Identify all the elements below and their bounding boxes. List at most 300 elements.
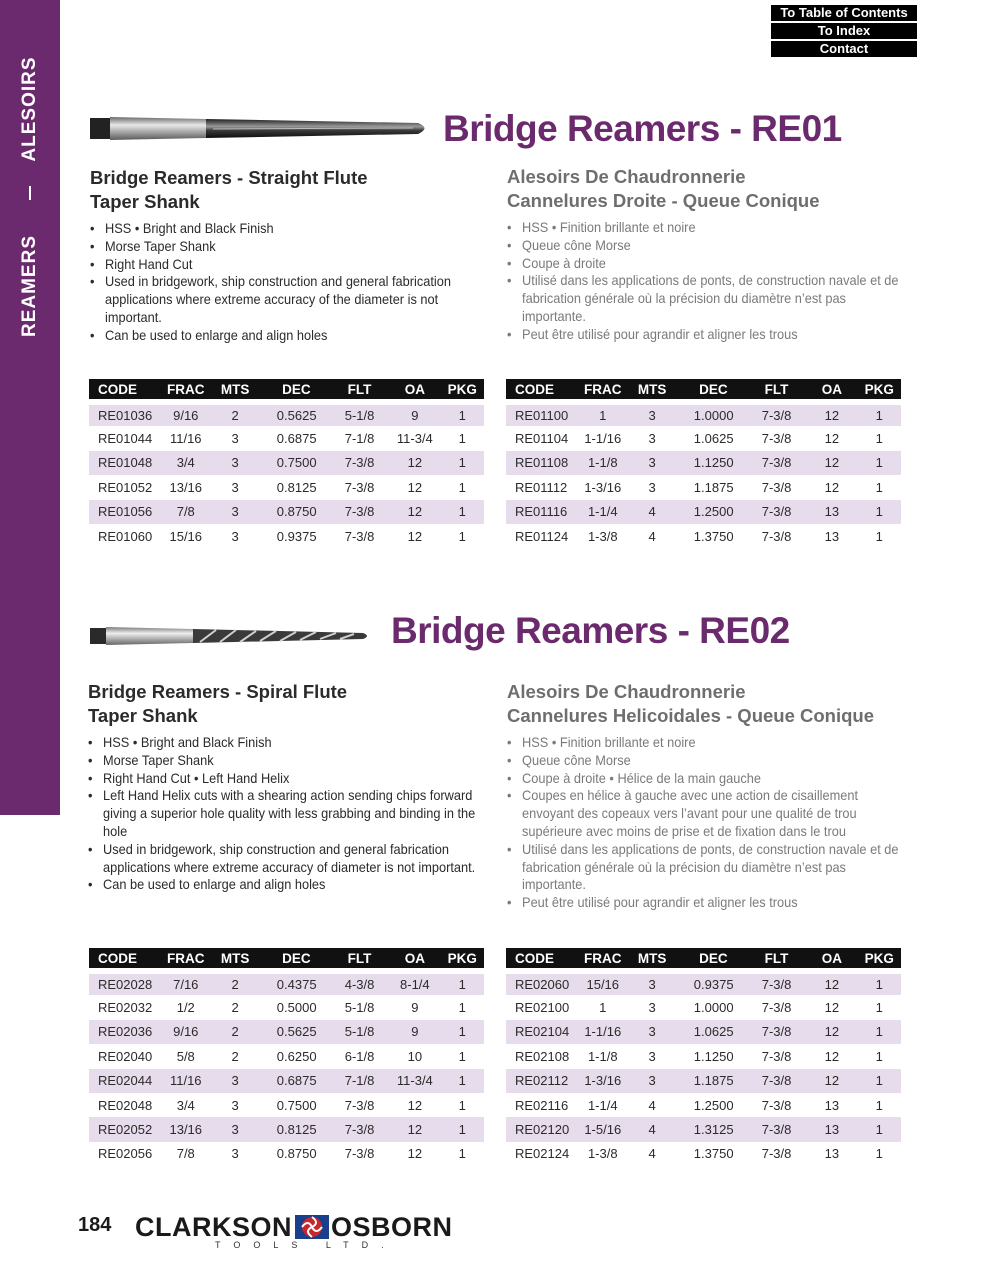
table-of-contents-link[interactable]: To Table of Contents	[771, 5, 917, 21]
re01-bullet-en: • Can be used to enlarge and align holes	[90, 327, 484, 345]
cell-dec: 1.2500	[693, 1097, 734, 1113]
cell-mts: 3	[207, 1069, 262, 1093]
re02-bullet-en: • Left Hand Helix cuts with a shearing action sending chips forward giving a superior hole quality with less grabbing and binding in the hole	[88, 787, 497, 840]
cell-oa: 9	[389, 1020, 440, 1044]
re02-heading-en-line2: Taper Shank	[88, 705, 198, 726]
cell-frac: 9/16	[164, 402, 207, 426]
cell-dec: 0.6875	[263, 1069, 330, 1093]
cell-pkg: 1	[458, 1048, 466, 1064]
cell-pkg: 1	[875, 528, 883, 544]
logo-text-left: CLARKSON	[135, 1212, 292, 1242]
cell-flt: 7-3/8	[747, 402, 806, 426]
re02-bullet-en: • Right Hand Cut • Left Hand Helix	[88, 770, 497, 788]
cell-code: RE01100	[506, 402, 581, 426]
cell-oa: 12	[389, 1117, 440, 1141]
cell-mts: 4	[648, 1146, 656, 1162]
cell-frac: 1-1/4	[581, 500, 624, 524]
cell-oa: 12	[407, 528, 423, 544]
cell-frac: 7/8	[176, 1146, 195, 1162]
table-header-row	[506, 379, 901, 402]
cell-code: RE02116	[515, 1097, 569, 1113]
cell-flt: 7-3/8	[761, 1048, 792, 1064]
cell-pkg: 1	[458, 528, 466, 544]
cell-dec: 1.1875	[693, 479, 734, 495]
cell-mts: 3	[624, 1020, 679, 1044]
re01-bullet-fr: • Queue cône Morse	[507, 237, 906, 255]
cell-oa: 10	[407, 1048, 423, 1064]
cell-code: RE02056	[98, 1146, 153, 1162]
re02-bullet-en: • HSS • Bright and Black Finish	[88, 734, 497, 752]
cell-flt: 5-1/8	[344, 1000, 375, 1016]
table-row	[89, 500, 484, 524]
re02-bullet-fr: • Coupes en hélice à gauche avec une action de cisaillement envoyant des copeaux vers l’avant pour une qualité de trou supérieure avec moins de prise et de fixation dans le trou	[507, 787, 906, 840]
cell-mts: 3	[624, 1069, 679, 1093]
cell-frac: 11/16	[169, 431, 202, 447]
re02-bullet-en: • Used in bridgework, ship construction and general fabrication applications where extreme accuracy of diameter is not important.	[88, 841, 497, 877]
re01-bullet-en: • Morse Taper Shank	[90, 238, 484, 256]
cell-frac: 1-5/16	[581, 1117, 624, 1141]
column-header-frac: FRAC	[164, 948, 207, 971]
cell-dec: 1.0625	[680, 1020, 747, 1044]
cell-flt: 7-3/8	[761, 528, 792, 544]
cell-dec: 0.9375	[680, 971, 747, 995]
cell-mts: 3	[231, 431, 239, 447]
column-header-oa: OA	[389, 379, 440, 402]
re02-spec-table-left	[89, 948, 484, 1166]
cell-pkg: 1	[858, 1069, 901, 1093]
column-header-code: CODE	[89, 948, 164, 971]
cell-pkg: 1	[858, 1020, 901, 1044]
cell-mts: 3	[624, 451, 679, 475]
cell-code: RE01112	[515, 479, 568, 495]
cell-frac: 1-1/16	[584, 431, 622, 447]
cell-pkg: 1	[458, 1097, 466, 1113]
cell-dec: 0.4375	[263, 971, 330, 995]
cell-pkg: 1	[458, 431, 466, 447]
cell-pkg: 1	[441, 500, 484, 524]
cell-oa: 12	[407, 1097, 423, 1113]
column-header-code: CODE	[506, 948, 581, 971]
cell-flt: 7-3/8	[747, 1020, 806, 1044]
cell-flt: 7-3/8	[747, 1069, 806, 1093]
cell-code: RE01056	[89, 500, 164, 524]
cell-oa: 13	[824, 1146, 840, 1162]
cell-pkg: 1	[875, 1097, 883, 1113]
cell-flt: 4-3/8	[330, 971, 389, 995]
cell-mts: 3	[207, 500, 262, 524]
cell-oa: 12	[824, 479, 840, 495]
cell-code: RE01044	[98, 431, 153, 447]
cell-flt: 7-1/8	[344, 431, 375, 447]
re02-spec-table-right	[506, 948, 901, 1166]
cell-frac: 7/16	[164, 971, 207, 995]
cell-code: RE02040	[98, 1048, 153, 1064]
cell-dec: 0.7500	[276, 1097, 317, 1113]
cell-flt: 7-3/8	[761, 1000, 792, 1016]
cell-code: RE02124	[515, 1146, 570, 1162]
cell-flt: 7-3/8	[761, 431, 792, 447]
table-row	[506, 500, 901, 524]
cell-mts: 3	[648, 1000, 656, 1016]
cell-code: RE01048	[89, 451, 164, 475]
re02-bullet-fr: • Queue cône Morse	[507, 752, 906, 770]
side-tab-label-fr: ALESOIRS	[19, 56, 40, 162]
cell-oa: 12	[824, 431, 840, 447]
cell-code: RE02108	[515, 1048, 570, 1064]
cell-pkg: 1	[875, 479, 883, 495]
re02-heading-fr-line1: Alesoirs De Chaudronnerie	[507, 681, 746, 702]
cell-flt: 7-1/8	[330, 1069, 389, 1093]
cell-pkg: 1	[875, 1000, 883, 1016]
table-row	[506, 971, 901, 995]
column-header-flt: FLT	[747, 379, 806, 402]
cell-flt: 7-3/8	[344, 1146, 375, 1162]
cell-pkg: 1	[441, 1020, 484, 1044]
cell-mts: 3	[231, 528, 239, 544]
column-header-frac: FRAC	[164, 379, 207, 402]
column-header-flt: FLT	[330, 379, 389, 402]
table-row	[89, 1093, 484, 1117]
cell-code: RE02044	[89, 1069, 164, 1093]
table-row	[506, 1117, 901, 1141]
re01-spec-table-right	[506, 379, 901, 548]
cell-pkg: 1	[441, 1069, 484, 1093]
cell-mts: 3	[231, 479, 239, 495]
cell-frac: 1-1/16	[581, 1020, 624, 1044]
clarkson-osborn-logo	[135, 1212, 455, 1252]
page-number: 184	[78, 1214, 112, 1236]
spiral-flute-reamer-image	[88, 620, 373, 652]
cell-mts: 3	[207, 1117, 262, 1141]
table-row	[506, 402, 901, 426]
cell-pkg: 1	[875, 1048, 883, 1064]
cell-pkg: 1	[458, 479, 466, 495]
logo-tagline: TOOLS LTD.	[215, 1240, 397, 1250]
cell-dec: 0.8750	[263, 500, 330, 524]
column-header-pkg: PKG	[858, 948, 901, 971]
cell-pkg: 1	[858, 451, 901, 475]
column-header-dec: DEC	[263, 379, 330, 402]
table-row	[89, 1069, 484, 1093]
re01-title: Bridge Reamers - RE01	[443, 108, 842, 149]
side-tab-label-en: REAMERS	[19, 234, 40, 338]
cell-frac: 13/16	[164, 1117, 207, 1141]
cell-dec: 0.7500	[263, 451, 330, 475]
cell-oa: 12	[389, 451, 440, 475]
cell-dec: 1.1250	[680, 451, 747, 475]
column-header-code: CODE	[89, 379, 164, 402]
table-header-row	[89, 379, 484, 402]
cell-mts: 3	[207, 451, 262, 475]
table-row	[506, 426, 901, 450]
re01-bullet-en: • HSS • Bright and Black Finish	[90, 220, 484, 238]
cell-oa: 12	[806, 451, 857, 475]
column-header-flt: FLT	[330, 948, 389, 971]
cell-flt: 7-3/8	[344, 1097, 375, 1113]
cell-code: RE01036	[89, 402, 164, 426]
cell-pkg: 1	[858, 500, 901, 524]
table-row	[89, 971, 484, 995]
table-row	[506, 451, 901, 475]
cell-dec: 0.9375	[276, 528, 317, 544]
cell-pkg: 1	[441, 971, 484, 995]
cell-oa: 9	[389, 402, 440, 426]
cell-code: RE02048	[98, 1097, 153, 1113]
column-header-code: CODE	[506, 379, 581, 402]
logo-emblem-icon	[295, 1215, 329, 1239]
cell-flt: 7-3/8	[747, 500, 806, 524]
cell-frac: 9/16	[164, 1020, 207, 1044]
cell-oa: 9	[411, 1000, 419, 1016]
cell-frac: 1-1/4	[587, 1097, 618, 1113]
re02-description-en	[88, 680, 498, 894]
column-header-dec: DEC	[263, 948, 330, 971]
cell-oa: 13	[824, 528, 840, 544]
column-header-dec: DEC	[680, 379, 747, 402]
cell-code: RE02100	[515, 1000, 570, 1016]
cell-oa: 12	[806, 1069, 857, 1093]
table-row	[89, 1142, 484, 1166]
cell-dec: 1.3750	[693, 1146, 734, 1162]
re01-bullet-en: • Right Hand Cut	[90, 256, 484, 274]
cell-dec: 1.2500	[680, 500, 747, 524]
re01-bullet-fr: • Utilisé dans les applications de ponts, de construction navale et de fabrication générale où la précision du diamètre n’est pas importante.	[507, 272, 906, 325]
cell-mts: 2	[231, 1000, 239, 1016]
cell-frac: 11/16	[164, 1069, 207, 1093]
table-row	[506, 1044, 901, 1068]
contact-link[interactable]: Contact	[771, 41, 917, 57]
re01-spec-table-left	[89, 379, 484, 548]
cell-dec: 1.0625	[693, 431, 734, 447]
cell-mts: 3	[624, 402, 679, 426]
side-tab-divider	[29, 186, 31, 200]
cell-code: RE01108	[506, 451, 581, 475]
cell-pkg: 1	[875, 1146, 883, 1162]
column-header-oa: OA	[806, 379, 857, 402]
cell-code: RE02036	[89, 1020, 164, 1044]
table-row	[89, 1020, 484, 1044]
cell-flt: 7-3/8	[330, 1117, 389, 1141]
cell-mts: 3	[231, 1097, 239, 1113]
cell-frac: 15/16	[169, 528, 203, 544]
cell-oa: 13	[824, 1097, 840, 1113]
column-header-pkg: PKG	[441, 379, 484, 402]
cell-code: RE01116	[506, 500, 581, 524]
cell-mts: 3	[231, 1146, 239, 1162]
re02-title: Bridge Reamers - RE02	[391, 610, 790, 651]
cell-mts: 2	[207, 971, 262, 995]
cell-pkg: 1	[441, 402, 484, 426]
cell-pkg: 1	[441, 451, 484, 475]
straight-flute-reamer-image	[88, 108, 433, 150]
table-row	[89, 451, 484, 475]
cell-dec: 0.8125	[263, 1117, 330, 1141]
cell-mts: 3	[648, 431, 656, 447]
cell-frac: 1-3/16	[584, 479, 622, 495]
cell-oa: 12	[407, 1146, 423, 1162]
cell-frac: 15/16	[581, 971, 624, 995]
cell-dec: 1.3125	[680, 1117, 747, 1141]
cell-oa: 12	[824, 1000, 840, 1016]
cell-frac: 7/8	[164, 500, 207, 524]
cell-dec: 0.5000	[276, 1000, 317, 1016]
cell-code: RE02060	[506, 971, 581, 995]
cell-oa: 12	[824, 1048, 840, 1064]
re01-bullet-en: • Used in bridgework, ship construction and general fabrication applications where extreme accuracy of the diameter is not important.	[90, 273, 484, 326]
cell-frac: 1	[599, 1000, 607, 1016]
cell-oa: 12	[806, 971, 857, 995]
re02-heading-fr-line2: Cannelures Helicoidales - Queue Conique	[507, 705, 875, 726]
table-row	[506, 524, 901, 548]
re01-heading-en-line1: Bridge Reamers - Straight Flute	[90, 167, 368, 188]
cell-frac: 1-1/8	[587, 1048, 618, 1064]
cell-flt: 7-3/8	[330, 500, 389, 524]
index-link[interactable]: To Index	[771, 23, 917, 39]
column-header-frac: FRAC	[581, 948, 624, 971]
cell-oa: 12	[389, 500, 440, 524]
cell-pkg: 1	[458, 1146, 466, 1162]
cell-dec: 0.8750	[276, 1146, 317, 1162]
cell-dec: 0.5625	[263, 1020, 330, 1044]
cell-dec: 0.8125	[276, 479, 317, 495]
cell-pkg: 1	[858, 971, 901, 995]
cell-frac: 3/4	[164, 451, 207, 475]
cell-flt: 5-1/8	[330, 1020, 389, 1044]
cell-oa: 12	[806, 1020, 857, 1044]
column-header-oa: OA	[806, 948, 857, 971]
table-row	[506, 1020, 901, 1044]
re01-bullet-fr: • Peut être utilisé pour agrandir et aligner les trous	[507, 326, 906, 344]
re01-heading-en-line2: Taper Shank	[90, 191, 200, 212]
re01-description-en	[90, 166, 485, 345]
cell-dec: 0.5625	[263, 402, 330, 426]
cell-mts: 3	[624, 971, 679, 995]
cell-flt: 7-3/8	[747, 451, 806, 475]
cell-frac: 1	[581, 402, 624, 426]
cell-oa: 12	[407, 479, 423, 495]
cell-code: RE02112	[506, 1069, 581, 1093]
cell-code: RE02052	[89, 1117, 164, 1141]
cell-frac: 1-1/8	[581, 451, 624, 475]
table-row	[89, 995, 484, 1019]
cell-oa: 12	[806, 402, 857, 426]
cell-flt: 7-3/8	[761, 479, 792, 495]
side-category-tab	[0, 0, 60, 815]
column-header-frac: FRAC	[581, 379, 624, 402]
cell-code: RE02120	[506, 1117, 581, 1141]
re02-bullet-fr: • Coupe à droite • Hélice de la main gauche	[507, 770, 906, 788]
column-header-pkg: PKG	[441, 948, 484, 971]
cell-code: RE01124	[515, 528, 569, 544]
cell-pkg: 1	[875, 431, 883, 447]
re02-bullet-fr: • Peut être utilisé pour agrandir et aligner les trous	[507, 894, 906, 912]
cell-dec: 1.3750	[693, 528, 734, 544]
cell-flt: 7-3/8	[747, 971, 806, 995]
cell-frac: 5/8	[176, 1048, 195, 1064]
cell-dec: 1.1875	[680, 1069, 747, 1093]
cell-frac: 3/4	[176, 1097, 195, 1113]
cell-dec: 1.1250	[693, 1048, 734, 1064]
cell-dec: 0.6250	[276, 1048, 317, 1064]
cell-pkg: 1	[858, 402, 901, 426]
cell-code: RE02032	[98, 1000, 153, 1016]
cell-frac: 13/16	[169, 479, 203, 495]
column-header-mts: MTS	[207, 379, 262, 402]
cell-pkg: 1	[458, 1000, 466, 1016]
table-row	[506, 1069, 901, 1093]
table-header-row	[506, 948, 901, 971]
cell-mts: 3	[648, 479, 656, 495]
cell-oa: 8-1/4	[389, 971, 440, 995]
cell-dec: 1.0000	[680, 402, 747, 426]
table-row	[89, 475, 484, 499]
re02-bullet-en: • Can be used to enlarge and align holes	[88, 876, 497, 894]
cell-oa: 13	[806, 500, 857, 524]
column-header-mts: MTS	[624, 948, 679, 971]
nav-links	[771, 5, 917, 59]
re01-description-fr	[507, 165, 907, 344]
table-header-row	[89, 948, 484, 971]
logo-text-right: OSBORN	[331, 1212, 453, 1242]
cell-mts: 2	[231, 1048, 239, 1064]
cell-mts: 4	[624, 1117, 679, 1141]
column-header-dec: DEC	[680, 948, 747, 971]
cell-mts: 4	[648, 528, 656, 544]
re02-bullet-fr: • Utilisé dans les applications de ponts, de construction navale et de fabrication générale où la précision du diamètre n’est pas importante.	[507, 841, 906, 894]
cell-code: RE02028	[89, 971, 164, 995]
re01-bullet-fr: • HSS • Finition brillante et noire	[507, 219, 906, 237]
table-row	[89, 426, 484, 450]
re02-bullet-en: • Morse Taper Shank	[88, 752, 497, 770]
column-header-mts: MTS	[624, 379, 679, 402]
cell-mts: 2	[207, 1020, 262, 1044]
re01-heading-fr-line2: Cannelures Droite - Queue Conique	[507, 190, 820, 211]
cell-mts: 3	[648, 1048, 656, 1064]
column-header-oa: OA	[389, 948, 440, 971]
cell-pkg: 1	[858, 1117, 901, 1141]
re01-heading-fr-line1: Alesoirs De Chaudronnerie	[507, 166, 746, 187]
cell-flt: 6-1/8	[344, 1048, 375, 1064]
cell-oa: 11-3/4	[389, 1069, 440, 1093]
cell-flt: 5-1/8	[330, 402, 389, 426]
cell-pkg: 1	[441, 1117, 484, 1141]
table-row	[89, 402, 484, 426]
table-row	[506, 475, 901, 499]
cell-flt: 7-3/8	[344, 528, 375, 544]
cell-flt: 7-3/8	[344, 479, 375, 495]
cell-flt: 7-3/8	[330, 451, 389, 475]
cell-frac: 1/2	[176, 1000, 195, 1016]
cell-flt: 7-3/8	[747, 1117, 806, 1141]
cell-code: RE02104	[506, 1020, 581, 1044]
cell-code: RE01104	[515, 431, 569, 447]
cell-dec: 0.6875	[276, 431, 317, 447]
cell-flt: 7-3/8	[761, 1146, 792, 1162]
table-row	[89, 524, 484, 548]
cell-code: RE01052	[98, 479, 153, 495]
column-header-pkg: PKG	[858, 379, 901, 402]
cell-mts: 4	[648, 1097, 656, 1113]
column-header-mts: MTS	[207, 948, 262, 971]
cell-dec: 1.0000	[693, 1000, 734, 1016]
table-row	[506, 1093, 901, 1117]
cell-mts: 4	[624, 500, 679, 524]
re01-bullet-fr: • Coupe à droite	[507, 255, 906, 273]
table-row	[506, 995, 901, 1019]
re02-bullet-fr: • HSS • Finition brillante et noire	[507, 734, 906, 752]
column-header-flt: FLT	[747, 948, 806, 971]
cell-frac: 1-3/16	[581, 1069, 624, 1093]
